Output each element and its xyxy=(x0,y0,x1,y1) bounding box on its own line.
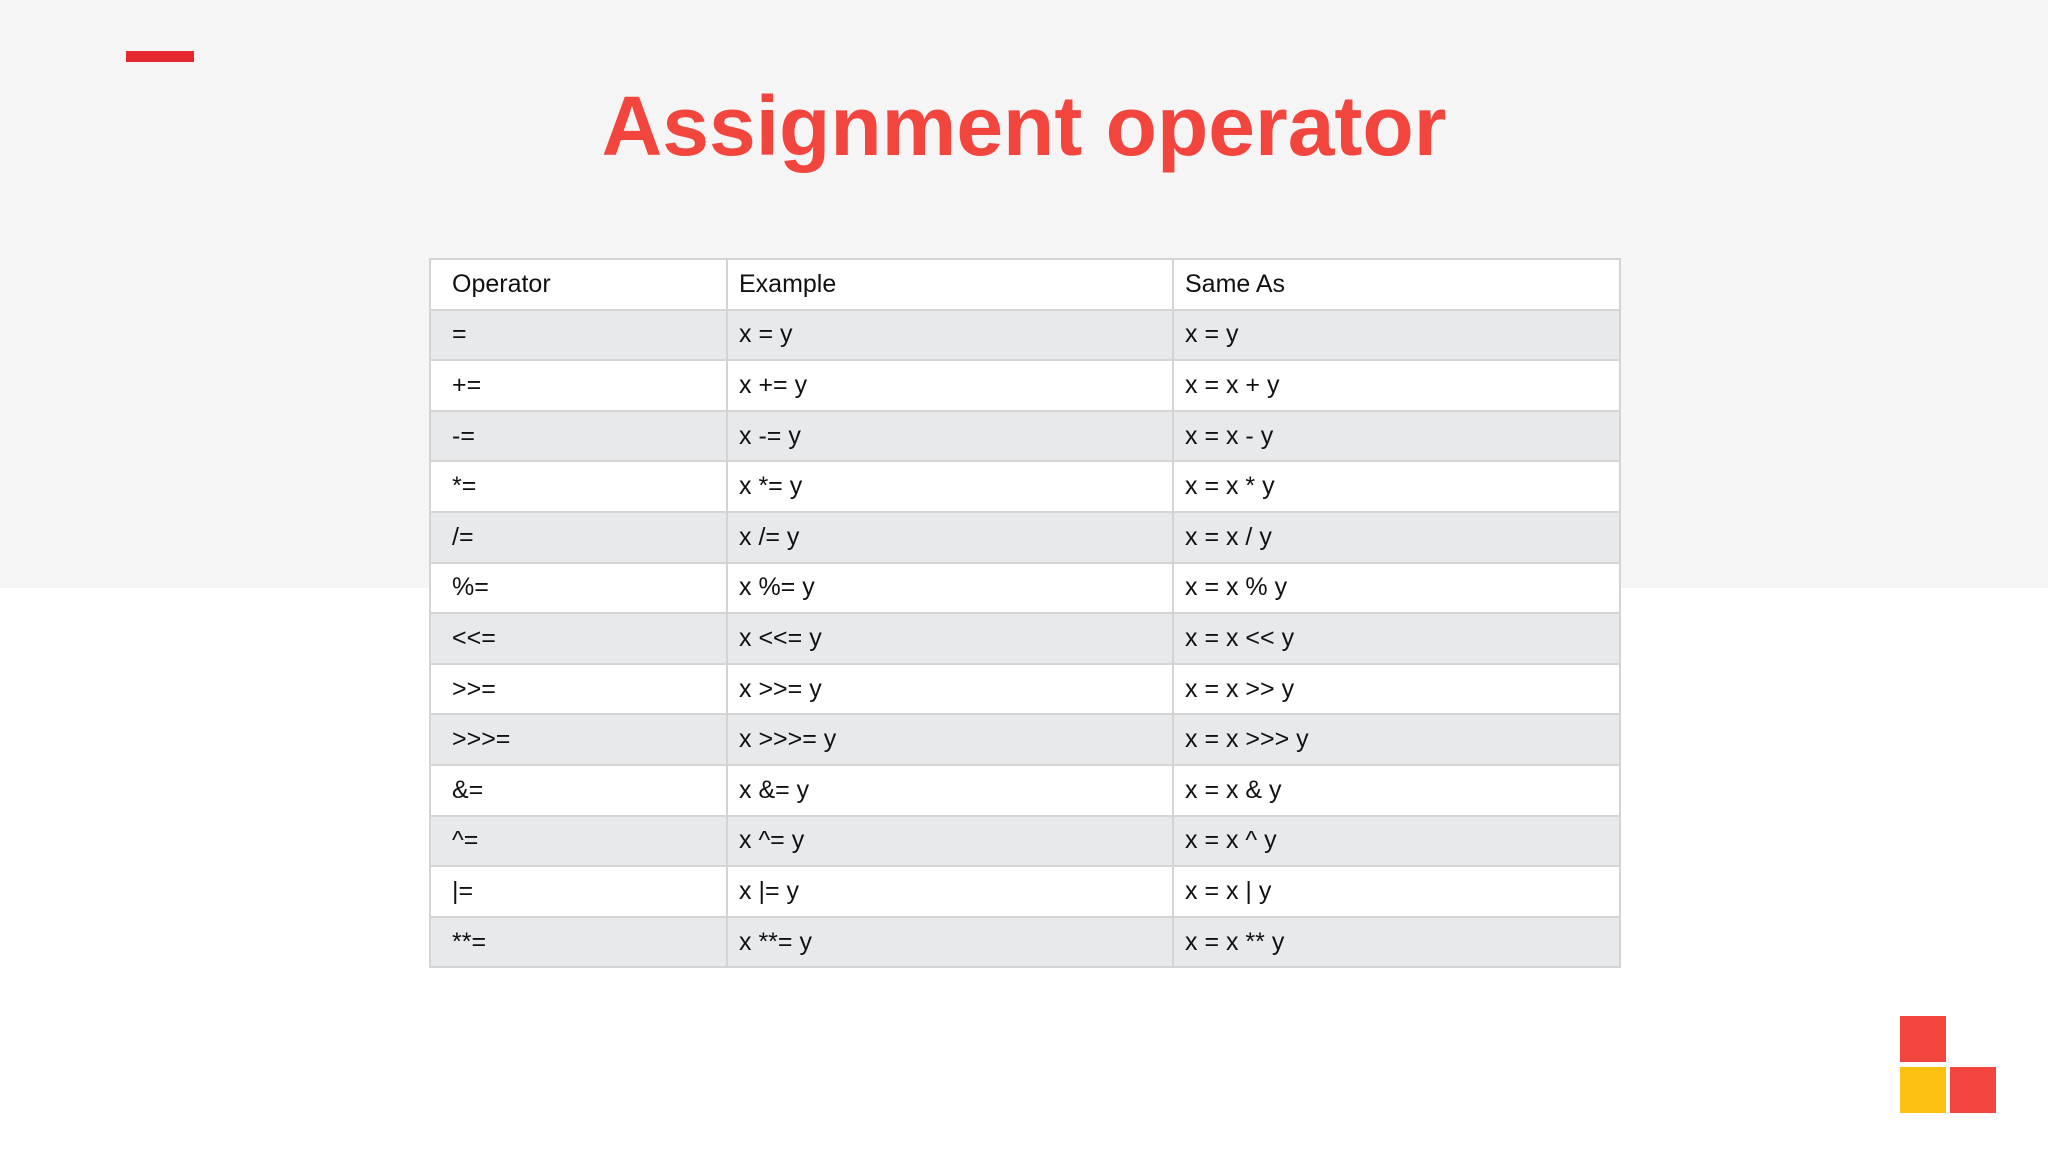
same-as-cell: x = x * y xyxy=(1173,461,1620,512)
column-header-operator: Operator xyxy=(430,259,727,310)
table-row xyxy=(430,714,1620,765)
table-row xyxy=(430,664,1620,715)
table-row xyxy=(430,310,1620,361)
operator-cell: >>>= xyxy=(430,714,727,765)
table-row xyxy=(430,816,1620,867)
column-header-example: Example xyxy=(727,259,1173,310)
example-cell: x |= y xyxy=(727,866,1173,917)
example-cell: x %= y xyxy=(727,563,1173,614)
table-row xyxy=(430,461,1620,512)
table-header-row xyxy=(430,259,1620,310)
logo-square-yellow xyxy=(1900,1067,1946,1113)
table-row xyxy=(430,411,1620,462)
example-cell: x -= y xyxy=(727,411,1173,462)
example-cell: x += y xyxy=(727,360,1173,411)
table-row xyxy=(430,917,1620,968)
example-cell: x >>= y xyxy=(727,664,1173,715)
operator-cell: <<= xyxy=(430,613,727,664)
operator-cell: = xyxy=(430,310,727,361)
column-header-same-as: Same As xyxy=(1173,259,1620,310)
operator-cell: += xyxy=(430,360,727,411)
same-as-cell: x = x - y xyxy=(1173,411,1620,462)
table-row xyxy=(430,613,1620,664)
same-as-cell: x = x >>> y xyxy=(1173,714,1620,765)
table-row xyxy=(430,512,1620,563)
same-as-cell: x = x / y xyxy=(1173,512,1620,563)
example-cell: x &= y xyxy=(727,765,1173,816)
operator-cell: /= xyxy=(430,512,727,563)
operator-cell: &= xyxy=(430,765,727,816)
example-cell: x >>>= y xyxy=(727,714,1173,765)
slide-title: Assignment operator xyxy=(601,79,1447,173)
same-as-cell: x = x + y xyxy=(1173,360,1620,411)
same-as-cell: x = x ^ y xyxy=(1173,816,1620,867)
same-as-cell: x = x & y xyxy=(1173,765,1620,816)
table-row xyxy=(430,563,1620,614)
logo-square-red-bottom xyxy=(1950,1067,1996,1113)
table-row xyxy=(430,360,1620,411)
example-cell: x **= y xyxy=(727,917,1173,968)
same-as-cell: x = x | y xyxy=(1173,866,1620,917)
example-cell: x *= y xyxy=(727,461,1173,512)
example-cell: x /= y xyxy=(727,512,1173,563)
same-as-cell: x = x >> y xyxy=(1173,664,1620,715)
accent-bar xyxy=(126,51,194,62)
operator-cell: *= xyxy=(430,461,727,512)
operator-cell: %= xyxy=(430,563,727,614)
same-as-cell: x = x ** y xyxy=(1173,917,1620,968)
example-cell: x <<= y xyxy=(727,613,1173,664)
example-cell: x = y xyxy=(727,310,1173,361)
operator-cell: |= xyxy=(430,866,727,917)
operator-cell: ^= xyxy=(430,816,727,867)
same-as-cell: x = x % y xyxy=(1173,563,1620,614)
operator-cell: >>= xyxy=(430,664,727,715)
brand-logo xyxy=(1898,1016,1998,1116)
same-as-cell: x = y xyxy=(1173,310,1620,361)
same-as-cell: x = x << y xyxy=(1173,613,1620,664)
logo-square-red-top xyxy=(1900,1016,1946,1062)
operator-cell: **= xyxy=(430,917,727,968)
example-cell: x ^= y xyxy=(727,816,1173,867)
operator-cell: -= xyxy=(430,411,727,462)
table-row xyxy=(430,765,1620,816)
table-row xyxy=(430,866,1620,917)
assignment-operator-table xyxy=(429,258,1621,968)
